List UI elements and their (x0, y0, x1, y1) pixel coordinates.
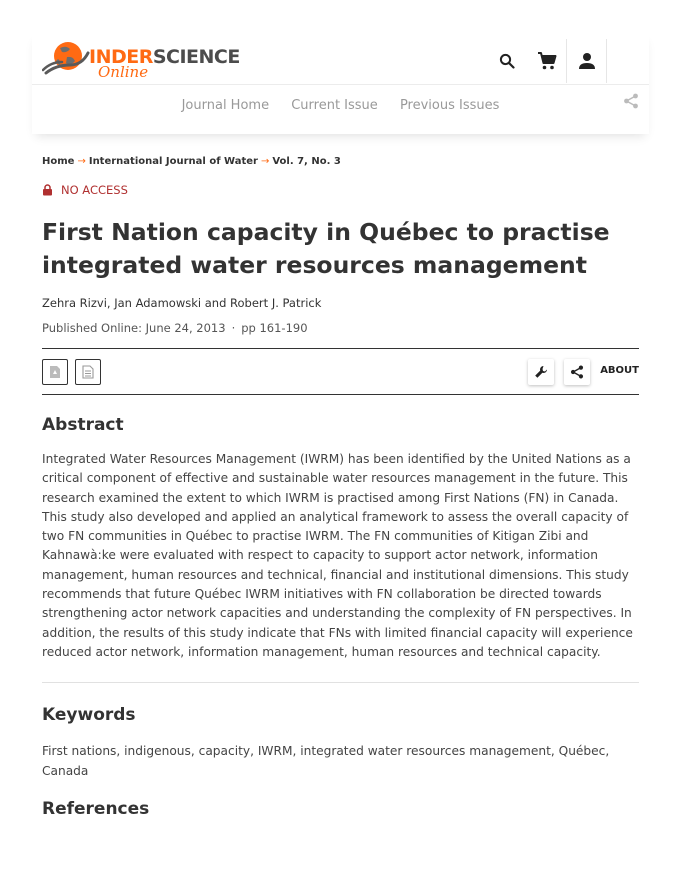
breadcrumb-home[interactable]: Home (42, 156, 75, 167)
nav-journal-home[interactable]: Journal Home (181, 98, 270, 113)
arrow-right-icon: → (77, 156, 86, 167)
document-icon (82, 365, 94, 379)
published-date: Published Online: June 24, 2013 (42, 321, 226, 335)
pdf-file-icon (49, 365, 61, 379)
lock-icon (42, 184, 53, 196)
header-actions (487, 39, 607, 83)
cart-button[interactable] (527, 39, 567, 83)
header-divider (32, 84, 649, 85)
search-button[interactable] (487, 39, 527, 83)
article-content (42, 156, 639, 819)
breadcrumb-issue[interactable]: Vol. 7, No. 3 (272, 156, 341, 167)
arrow-right-icon: → (260, 156, 270, 167)
article-title: First Nation capacity in Québec to practise integrated water resources management (42, 218, 610, 279)
page-range: pp 161-190 (241, 321, 308, 335)
logo-tagline: Online (98, 63, 149, 81)
breadcrumb (42, 156, 639, 167)
about-button[interactable]: ABOUT (600, 365, 639, 376)
access-status (42, 183, 639, 197)
references-heading: References (42, 798, 150, 819)
publication-info (42, 321, 639, 335)
breadcrumb-journal[interactable]: International Journal of Water (88, 156, 258, 167)
section-divider (42, 682, 639, 683)
full-text-button[interactable] (75, 359, 101, 385)
account-button[interactable] (567, 39, 607, 83)
inderscience-logo[interactable] (42, 39, 252, 79)
abstract-text: Integrated Water Resources Management (IWRM) has been identified by the United Nations as a critical component of effective and sustainable water resources management in the future. This research examined the extent to which IWRM is practised among First Nations (FN) in Canada. This study also developed and applied an analytical framework to assess the overall capacity of two FN communities in Québec to practise IWRM. The FN communities of Kitigan Zibi and Kahnawà:ke were evaluated with respect to capacity to support actor network, information management, human resources and technical, financial and institutional dimensions. This study recommends that future Québec IWRM initiatives with FN collaboration be directed towards strengthening actor network capacities and understanding the complexity of FN perspectives. In addition, the results of this study indicate that FNs with limited financial capacity will experience reduced actor network, information management, human resources and technical capacity. (42, 452, 633, 659)
wrench-icon (534, 365, 548, 379)
user-icon (578, 52, 596, 70)
pdf-button[interactable] (42, 359, 68, 385)
author-list[interactable]: Zehra Rizvi, Jan Adamowski and Robert J. Patrick (42, 296, 322, 310)
share-icon (623, 93, 639, 109)
journal-nav (32, 98, 649, 113)
cart-icon (537, 51, 557, 71)
keywords-text: First nations, indigenous, capacity, IWRM, integrated water resources management, Québec, Canada (42, 744, 610, 778)
search-icon (499, 53, 515, 69)
nav-previous-issues[interactable]: Previous Issues (399, 98, 500, 113)
share-article-button[interactable] (564, 359, 590, 385)
keywords-heading: Keywords (42, 705, 136, 726)
globe-logo-icon (42, 39, 90, 79)
article-toolbar (42, 348, 639, 395)
share-button[interactable] (623, 93, 639, 113)
logo-part-science: SCIENCE (152, 46, 240, 68)
nav-current-issue[interactable]: Current Issue (291, 98, 378, 113)
abstract-heading: Abstract (42, 415, 124, 435)
tools-button[interactable] (528, 359, 554, 385)
separator-dot: · (231, 321, 236, 335)
share-icon (570, 365, 584, 379)
access-label: NO ACCESS (61, 183, 128, 197)
logo-part-inder: INDER (89, 46, 153, 68)
site-header (32, 32, 649, 134)
